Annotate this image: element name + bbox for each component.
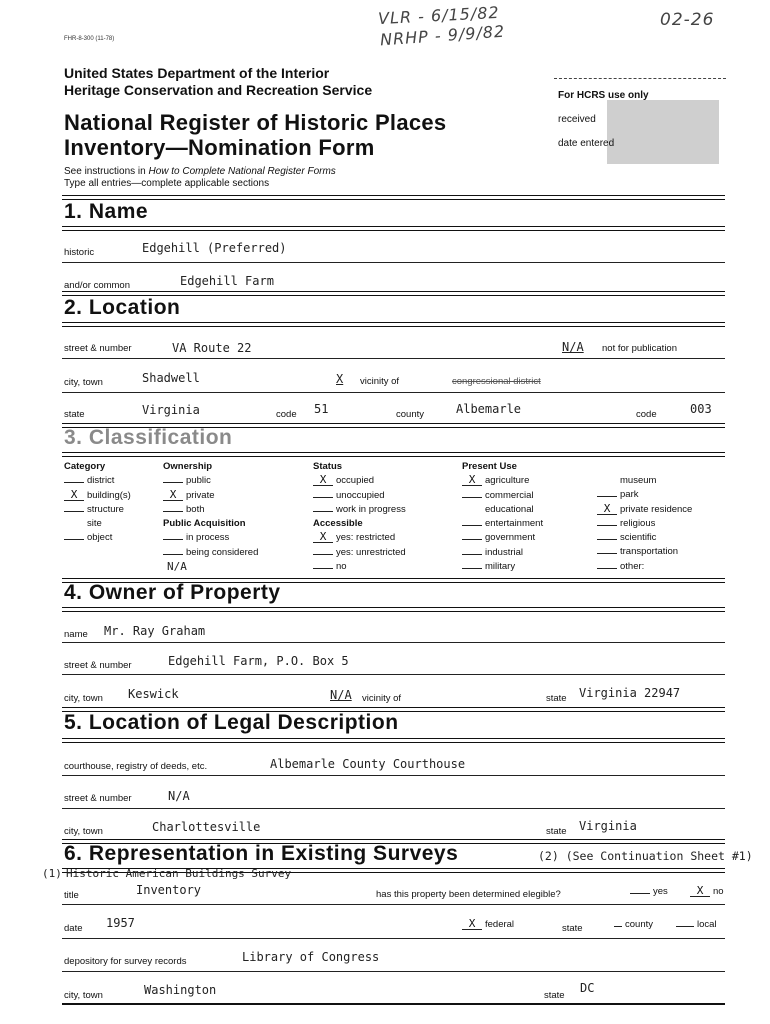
status-column <box>313 460 406 574</box>
city-value: Shadwell <box>142 371 200 385</box>
use-scientific: scientific <box>597 531 692 545</box>
form-title-line-1: National Register of Historic Places <box>64 110 447 135</box>
hcrs-received-label: received <box>558 114 596 125</box>
depository-label: depository for survey records <box>64 956 187 967</box>
eligible-question-label: has this property been determined elegible? <box>376 889 561 900</box>
rule <box>62 358 725 359</box>
section-2-bottom-rule <box>62 322 725 327</box>
street-value: VA Route 22 <box>172 341 252 355</box>
status-occupied: X occupied <box>313 474 406 488</box>
agency-line-1: United States Department of the Interior <box>64 65 330 81</box>
county-code-value: 003 <box>690 402 712 416</box>
category-district: district <box>64 474 131 488</box>
survey-title-label: title <box>64 890 79 901</box>
acquisition-in-process: in process <box>163 531 258 545</box>
ownership-column <box>163 460 258 574</box>
instructions-prefix: See instructions in <box>64 166 146 177</box>
owner-city-label: city, town <box>64 693 103 704</box>
category-column <box>64 460 131 546</box>
ownership-public: public <box>163 474 258 488</box>
survey-state-value: DC <box>580 981 595 995</box>
legal-city-value: Charlottesville <box>152 820 261 834</box>
section-1-title: 1. Name <box>64 200 149 223</box>
use-religious: religious <box>597 517 692 531</box>
not-for-publication-value: N/A <box>562 340 584 354</box>
category-buildings: X building(s) <box>64 489 131 503</box>
acquisition-being-considered: being considered <box>163 546 258 560</box>
instructions-line-2: Type all entries—complete applicable sections <box>64 178 270 189</box>
state-code-value: 51 <box>314 402 329 416</box>
owner-street-value: Edgehill Farm, P.O. Box 5 <box>168 654 349 668</box>
legal-street-value: N/A <box>168 789 190 803</box>
rule <box>62 262 725 263</box>
rule <box>62 674 725 675</box>
use-museum: museum <box>620 475 657 486</box>
handwritten-file-code: 02-26 <box>660 10 715 30</box>
use-transportation: transportation <box>597 545 692 559</box>
county-code-label: code <box>636 409 657 420</box>
use-entertainment: entertainment <box>462 517 543 531</box>
survey-state-label: state <box>544 990 565 1001</box>
level-county: county <box>614 919 653 930</box>
present-use-column-1 <box>462 460 543 574</box>
status-heading: Status <box>313 461 343 472</box>
public-acquisition-heading: Public Acquisition <box>163 518 246 530</box>
survey-1-prefix: (1) <box>42 867 62 880</box>
use-private-residence: X private residence <box>597 503 692 517</box>
continuation-sheet-note: (2) (See Continuation Sheet #1) <box>538 849 753 863</box>
hcrs-box-top-border <box>554 78 726 79</box>
owner-state-value: Virginia 22947 <box>579 686 681 700</box>
use-agriculture: X agriculture <box>462 474 543 488</box>
legal-state-label: state <box>546 826 567 837</box>
section-2-title: 2. Location <box>64 296 181 319</box>
category-object: object <box>64 531 131 545</box>
section-5-title: 5. Location of Legal Description <box>64 711 399 734</box>
rule <box>62 808 725 809</box>
section-3-title: 3. Classification <box>64 426 233 449</box>
survey-date-label: date <box>64 923 83 934</box>
state-label: state <box>64 409 85 420</box>
handwritten-vlr-date: VLR - 6/15/82 <box>377 2 501 29</box>
city-label: city, town <box>64 377 103 388</box>
accessible-heading: Accessible <box>313 518 363 530</box>
survey-city-label: city, town <box>64 990 103 1001</box>
use-military: military <box>462 560 543 574</box>
state-value: Virginia <box>142 403 200 417</box>
accessible-restricted: X yes: restricted <box>313 531 406 545</box>
hcrs-stamp-area <box>607 100 719 164</box>
use-park: park <box>597 488 692 502</box>
survey-title-line-2: Inventory <box>136 883 202 897</box>
section-6-title: 6. Representation in Existing Surveys <box>64 842 459 865</box>
survey-city-value: Washington <box>144 983 217 997</box>
owner-vicinity-label: vicinity of <box>362 693 402 704</box>
status-work-in-progress: work in progress <box>313 503 406 517</box>
category-site: site <box>87 518 102 530</box>
rule <box>62 775 725 776</box>
rule <box>62 938 725 939</box>
survey-date-value: 1957 <box>106 916 135 930</box>
county-value: Albemarle <box>456 402 522 416</box>
accessible-no: no <box>313 560 406 574</box>
category-structure: structure <box>64 503 131 517</box>
hcrs-heading: For HCRS use only <box>558 90 649 101</box>
street-label: street & number <box>64 343 132 354</box>
owner-name-label: name <box>64 629 88 640</box>
use-educational: educational <box>485 503 534 515</box>
acquisition-na-value: N/A <box>167 560 187 574</box>
use-industrial: industrial <box>462 546 543 560</box>
state-code-label: code <box>276 409 297 420</box>
section-3-bottom-rule <box>62 452 725 457</box>
legal-city-label: city, town <box>64 826 103 837</box>
use-other: other: <box>597 560 692 574</box>
section-5-bottom-rule <box>62 738 725 743</box>
legal-state-value: Virginia <box>579 819 637 833</box>
rule <box>62 642 725 643</box>
owner-street-label: street & number <box>64 660 132 671</box>
congressional-district-label: congressional district <box>452 376 541 387</box>
common-name-value: Edgehill Farm <box>180 274 274 288</box>
level-local: local <box>676 919 717 930</box>
handwritten-nrhp-date: NRHP - 9/9/82 <box>379 21 506 50</box>
ownership-both: both <box>163 503 258 517</box>
bottom-rule <box>62 1003 725 1005</box>
not-for-publication-label: not for publication <box>602 343 677 354</box>
level-state-label: state <box>562 923 583 934</box>
vicinity-label: vicinity of <box>360 376 400 387</box>
section-1-top-rule <box>62 195 725 200</box>
vicinity-checkmark: X <box>336 372 344 386</box>
instructions-reference: How to Complete National Register Forms <box>148 166 336 177</box>
survey-title-line-1: Historic American Buildings Survey <box>66 867 292 880</box>
courthouse-value: Albemarle County Courthouse <box>270 757 466 771</box>
section-1-bottom-rule <box>62 226 725 231</box>
courthouse-label: courthouse, registry of deeds, etc. <box>64 761 208 772</box>
owner-name-value: Mr. Ray Graham <box>104 624 206 638</box>
form-title-line-2: Inventory—Nomination Form <box>64 135 375 160</box>
rule <box>62 392 725 393</box>
depository-value: Library of Congress <box>242 950 380 964</box>
status-unoccupied: unoccupied <box>313 489 406 503</box>
rule <box>62 971 725 972</box>
historic-name-value: Edgehill (Preferred) <box>142 241 287 255</box>
rule <box>62 904 725 905</box>
eligible-yes: yes <box>630 886 668 897</box>
ownership-private: X private <box>163 489 258 503</box>
owner-state-label: state <box>546 693 567 704</box>
level-federal: X federal <box>462 919 514 930</box>
use-commercial: commercial <box>462 489 543 503</box>
form-number: FHR-8-300 (11-78) <box>64 36 115 42</box>
county-label: county <box>396 409 424 420</box>
historic-label: historic <box>64 247 95 258</box>
hcrs-date-entered-label: date entered <box>558 138 615 149</box>
section-4-title: 4. Owner of Property <box>64 581 281 604</box>
ownership-heading: Ownership <box>163 461 213 472</box>
use-government: government <box>462 531 543 545</box>
accessible-unrestricted: yes: unrestricted <box>313 546 406 560</box>
owner-city-value: Keswick <box>128 687 179 701</box>
legal-street-label: street & number <box>64 793 132 804</box>
category-heading: Category <box>64 461 106 472</box>
agency-line-2: Heritage Conservation and Recreation Service <box>64 82 373 98</box>
common-name-label: and/or common <box>64 280 131 291</box>
eligible-no: X no <box>690 886 724 897</box>
instructions-line-1 <box>64 166 336 177</box>
owner-vicinity-value: N/A <box>330 688 352 702</box>
present-use-column-2 <box>597 474 692 574</box>
present-use-heading: Present Use <box>462 461 517 472</box>
section-4-bottom-rule <box>62 607 725 612</box>
